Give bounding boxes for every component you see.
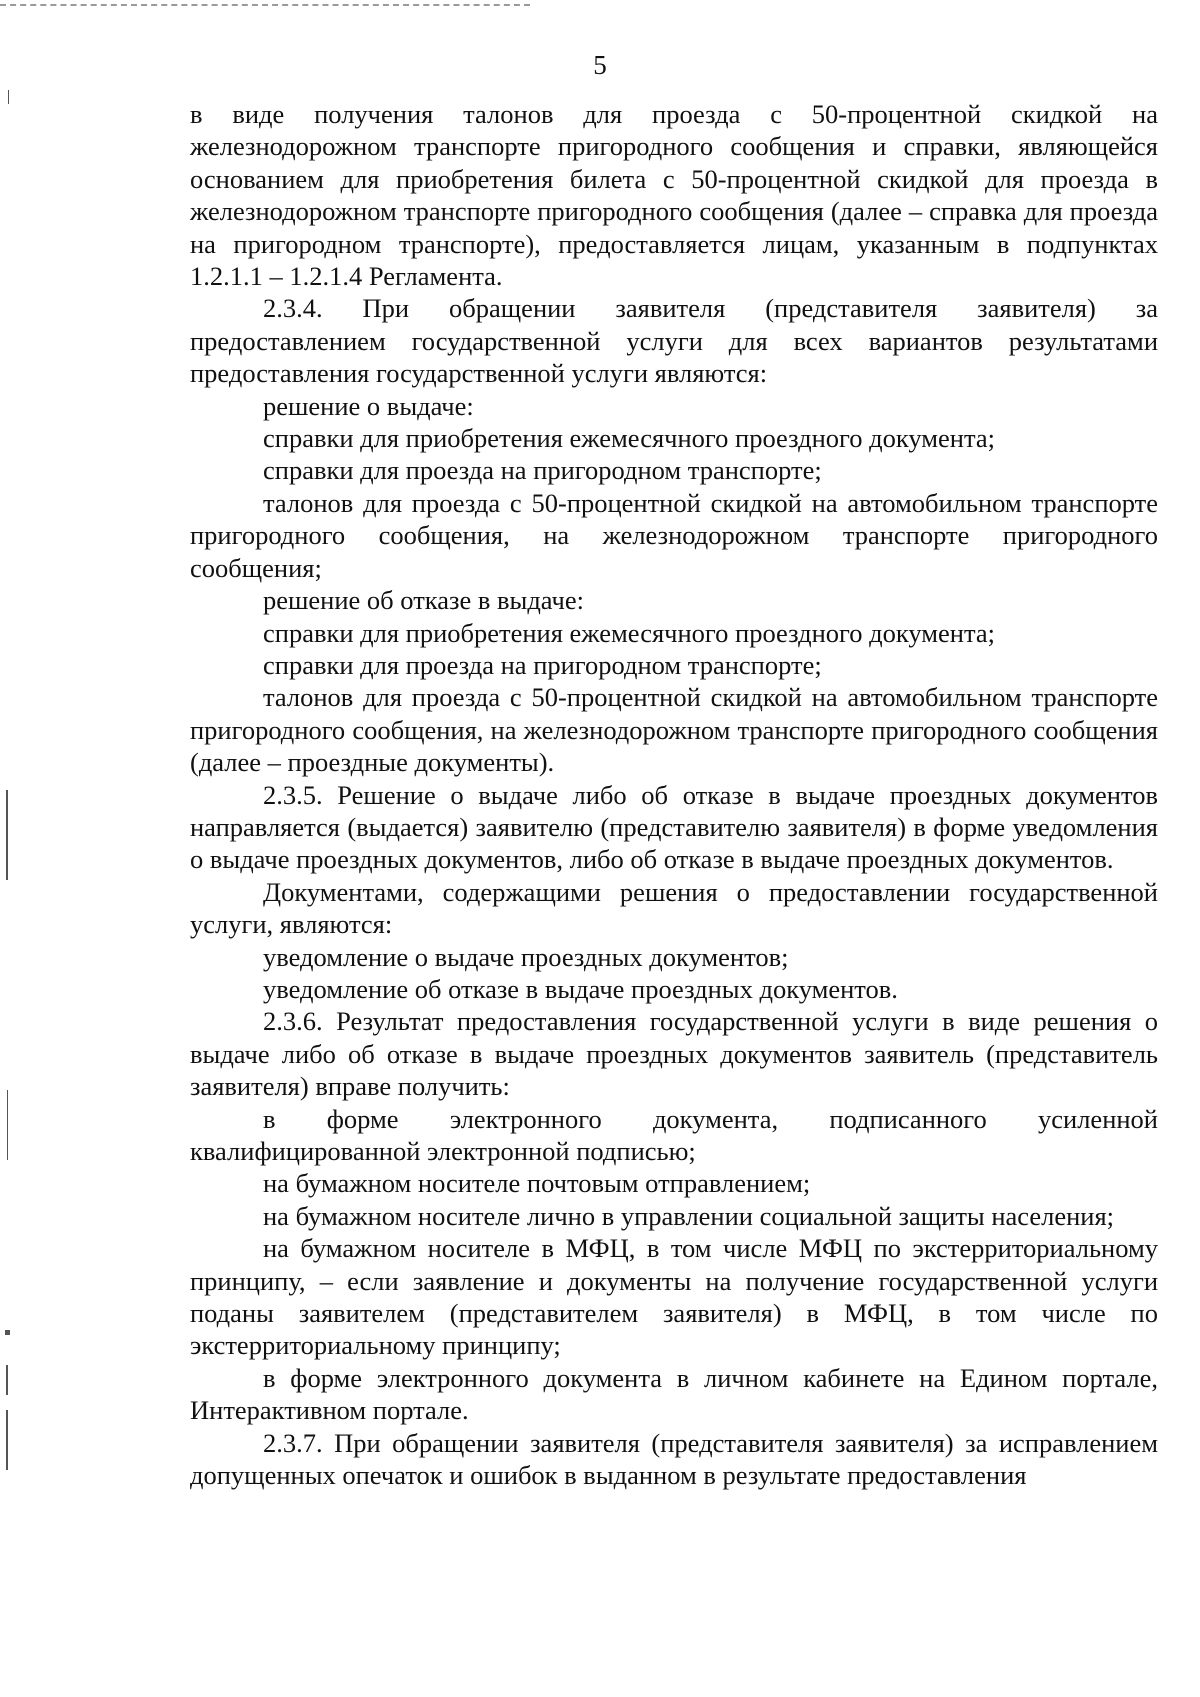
page-number: 5	[593, 50, 607, 80]
paragraph-intro: в виде получения талонов для проезда с 50-процентной скидкой на железнодорожном транспорте пригородного сообщения и справки, являющейся основанием для приобретения билета с 50-процентной скидкой для проезда в железнодорожном транспорте пригородного сообщения (далее – справка для проезда на пригородном транспорте), предоставляется лицам, указанным в подпунктах 1.2.1.1 – 1.2.1.4 Регламента.	[190, 99, 1158, 292]
paragraph-s2-3-4-b: решение об отказе в выдаче:	[263, 585, 584, 616]
paragraph-s2-3-6-1: в форме электронного документа, подписанного усиленной квалифицированной электронной подписью;	[190, 1103, 1158, 1166]
paragraph-s2-3-5-d1: уведомление о выдаче проездных документов;	[263, 941, 789, 972]
paragraph-s2-3-6-2: на бумажном носителе почтовым отправлением;	[263, 1168, 811, 1199]
paragraph-s2-3-6-3: на бумажном носителе лично в управлении социальной защиты населения;	[263, 1200, 1115, 1231]
scan-top-edge	[0, 4, 530, 6]
paragraph-s2-3-4-a: решение о выдаче:	[263, 390, 474, 421]
paragraph-s2-3-4-b3: талонов для проезда с 50-процентной скидкой на автомобильном транспорте пригородного сообщения, на железнодорожном транспорте пригородного сообщения (далее – проездные документы).	[190, 682, 1158, 778]
paragraph-s2-3-6-5: в форме электронного документа в личном кабинете на Едином портале, Интерактивном портале.	[190, 1362, 1158, 1426]
paragraph-s2-3-7: 2.3.7. При обращении заявителя (представителя заявителя) за исправлением допущенных опечаток и ошибок в выданном в результате предоставления	[190, 1427, 1158, 1491]
paragraph-s2-3-5: 2.3.5. Решение о выдаче либо об отказе в выдаче проездных документов направляется (выдается) заявителю (представителю заявителя) в форме уведомления о выдаче проездных документов, либо об отказе в выдаче проездных документов.	[190, 779, 1158, 875]
document-body	[190, 98, 1158, 1491]
paragraph-s2-3-5-docs: Документами, содержащими решения о предоставлении государственной услуги, являются:	[190, 876, 1158, 940]
paragraph-s2-3-4-a2: справки для проезда на пригородном транспорте;	[263, 455, 822, 486]
paragraph-s2-3-4-b2: справки для проезда на пригородном транспорте;	[263, 649, 822, 680]
paragraph-s2-3-4-a1: справки для приобретения ежемесячного проездного документа;	[263, 423, 995, 454]
scan-binding-margin	[0, 70, 20, 1680]
paragraph-s2-3-4-a3: талонов для проезда с 50-процентной скидкой на автомобильном транспорте пригородного сообщения, на железнодорожном транспорте пригородного сообщения;	[190, 487, 1158, 583]
paragraph-s2-3-5-d2: уведомление об отказе в выдаче проездных документов.	[263, 973, 898, 1004]
paragraph-s2-3-6-4: на бумажном носителе в МФЦ, в том числе МФЦ по экстерриториальному принципу, – если заявление и документы на получение государственной услуги поданы заявителем (представителем заявителя) в МФЦ, в том числе по экстерриториальному принципу;	[190, 1233, 1158, 1361]
paragraph-s2-3-4-b1: справки для приобретения ежемесячного проездного документа;	[263, 617, 995, 648]
paragraph-s2-3-4: 2.3.4. При обращении заявителя (представителя заявителя) за предоставлением государственной услуги для всех вариантов результатами предоставления государственной услуги являются:	[190, 293, 1158, 389]
paragraph-s2-3-6: 2.3.6. Результат предоставления государственной услуги в виде решения о выдаче либо об отказе в выдаче проездных документов заявитель (представитель заявителя) вправе получить:	[190, 1006, 1158, 1102]
